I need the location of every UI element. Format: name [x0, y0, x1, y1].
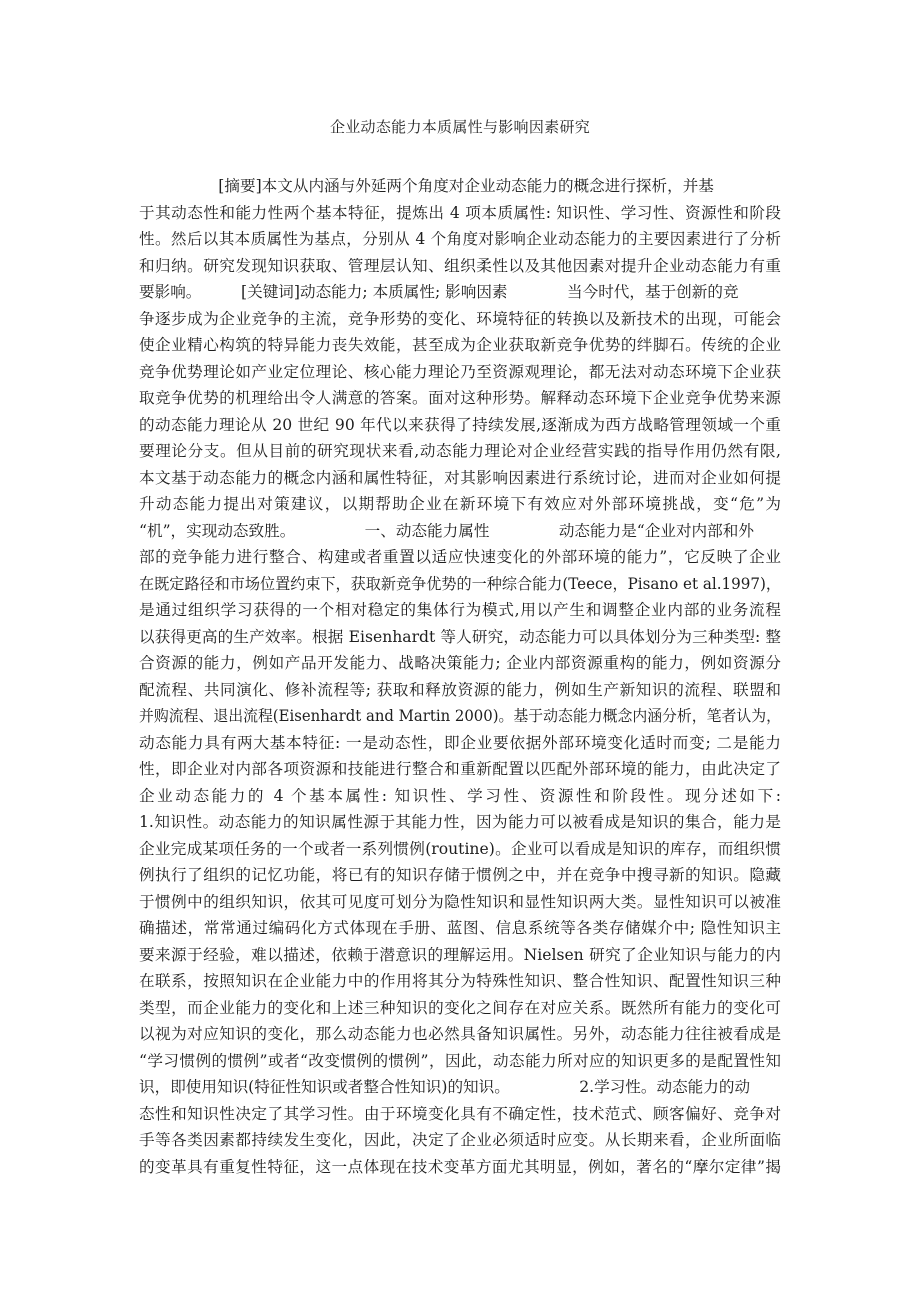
- body-line: 1.知识性。动态能力的知识属性源于其能力性，因为能力可以被看成是知识的集合，能力是: [139, 813, 781, 831]
- body-line: 确描述，常常通过编码化方式体现在手册、蓝图、信息系统等各类存储媒介中; 隐性知识主: [139, 919, 781, 937]
- document-title: 企业动态能力本质属性与影响因素研究: [329, 118, 591, 136]
- body-line: 是通过组织学习获得的一个相对稳定的集体行为模式,用以产生和调整企业内部的业务流程: [139, 601, 781, 619]
- body-line: 本文基于动态能力的概念内涵和属性特征，对其影响因素进行系统讨论，进而对企业如何提: [139, 468, 781, 487]
- body-line: 竞争优势理论如产业定位理论、核心能力理论乃至资源观理论，都无法对动态环境下企业获: [139, 362, 781, 381]
- body-line: 态性和知识性决定了其学习性。由于环境变化具有不确定性，技术范式、顾客偏好、竞争对: [139, 1104, 781, 1123]
- body-line: “机”，实现动态致胜。 一、动态能力属性 动态能力是“企业对内部和外: [139, 521, 754, 540]
- body-line: 以获得更高的生产效率。根据 Eisenhardt 等人研究，动态能力可以具体划分为三种类型: 整: [139, 627, 781, 646]
- body-line: 和归纳。研究发现知识获取、管理层认知、组织柔性以及其他因素对提升企业动态能力有重: [139, 256, 781, 275]
- body-line: 的动态能力理论从 20 世纪 90 年代以来获得了持续发展,逐渐成为西方战略管理领域一个重: [139, 415, 781, 434]
- body-line: 企业动态能力的 4 个基本属性: 知识性、学习性、资源性和阶段性。现分述如下:: [139, 786, 781, 805]
- body-line: 要理论分支。但从目前的研究现状来看,动态能力理论对企业经营实践的指导作用仍然有限,: [139, 442, 781, 460]
- body-line: “学习惯例的惯例”或者“改变惯例的惯例”，因此，动态能力所对应的知识更多的是配置性知: [139, 1051, 781, 1070]
- body-line: 类型，而企业能力的变化和上述三种知识的变化之间存在对应关系。既然所有能力的变化可: [139, 998, 781, 1017]
- body-line: 在既定路径和市场位置约束下，获取新竞争优势的一种综合能力(Teece，Pisano et al.1997)，: [139, 574, 781, 593]
- body-line: 在联系，按照知识在企业能力中的作用将其分为特殊性知识、整合性知识、配置性知识三种: [139, 972, 781, 990]
- body-line: 并购流程、退出流程(Eisenhardt and Martin 2000)。基于动态能力概念内涵分析，笔者认为，: [139, 707, 781, 725]
- body-line: 配流程、共同演化、修补流程等; 获取和释放资源的能力，例如生产新知识的流程、联盟和: [139, 680, 781, 699]
- body-line: 的变革具有重复性特征，这一点体现在技术变革方面尤其明显，例如，著名的“摩尔定律”揭: [139, 1157, 781, 1176]
- body-line: 性，即企业对内部各项资源和技能进行整合和重新配置以匹配外部环境的能力，由此决定了: [139, 760, 781, 778]
- body-line: 要来源于经验，难以描述，依赖于潜意识的理解运用。Nielsen 研究了企业知识与能力的内: [139, 945, 781, 964]
- body-line: 合资源的能力，例如产品开发能力、战略决策能力; 企业内部资源重构的能力，例如资源分: [139, 654, 781, 672]
- body-line: 动态能力具有两大基本特征: 一是动态性，即企业要依据外部环境变化适时而变; 二是能力: [139, 733, 781, 752]
- body-line: 手等各类因素都持续发生变化，因此，决定了企业必须适时应变。从长期来看，企业所面临: [139, 1131, 781, 1149]
- body-line: 升动态能力提出对策建议，以期帮助企业在新环境下有效应对外部环境挑战，变“危”为: [139, 495, 781, 513]
- body-line: 取竞争优势的机理给出令人满意的答案。面对这种形势。解释动态环境下企业竞争优势来源: [139, 389, 781, 407]
- body-line: [摘要]本文从内涵与外延两个角度对企业动态能力的概念进行探析，并基: [139, 177, 714, 195]
- body-line: 使企业精心构筑的特异能力丧失效能，甚至成为企业获取新竞争优势的绊脚石。传统的企业: [139, 336, 781, 354]
- body-line: 企业完成某项任务的一个或者一系列惯例(routine)。企业可以看成是知识的库存，而组织惯: [139, 839, 781, 858]
- body-line: 例执行了组织的记忆功能，将已有的知识存储于惯例之中，并在竞争中搜寻新的知识。隐藏: [139, 866, 781, 884]
- body-line: 性。然后以其本质属性为基点，分别从 4 个角度对影响企业动态能力的主要因素进行了分析: [139, 230, 781, 248]
- body-line: 要影响。 [关键词]动态能力; 本质属性; 影响因素 当今时代，基于创新的竞: [139, 283, 739, 301]
- body-line: 部的竞争能力进行整合、构建或者重置以适应快速变化的外部环境的能力”，它反映了企业: [139, 548, 781, 566]
- body-line: 以视为对应知识的变化，那么动态能力也必然具备知识属性。另外，动态能力往往被看成是: [139, 1025, 781, 1043]
- body-line: 识，即使用知识(特征性知识或者整合性知识)的知识。 2.学习性。动态能力的动: [139, 1078, 751, 1096]
- body-line: 于其动态性和能力性两个基本特征，提炼出 4 项本质属性: 知识性、学习性、资源性和阶段: [139, 203, 781, 222]
- body-line: 争逐步成为企业竞争的主流，竞争形势的变化、环境特征的转换以及新技术的出现，可能会: [139, 309, 781, 328]
- body-line: 于惯例中的组织知识，依其可见度可划分为隐性知识和显性知识两大类。显性知识可以被准: [139, 892, 781, 911]
- document-body: [139, 173, 781, 1180]
